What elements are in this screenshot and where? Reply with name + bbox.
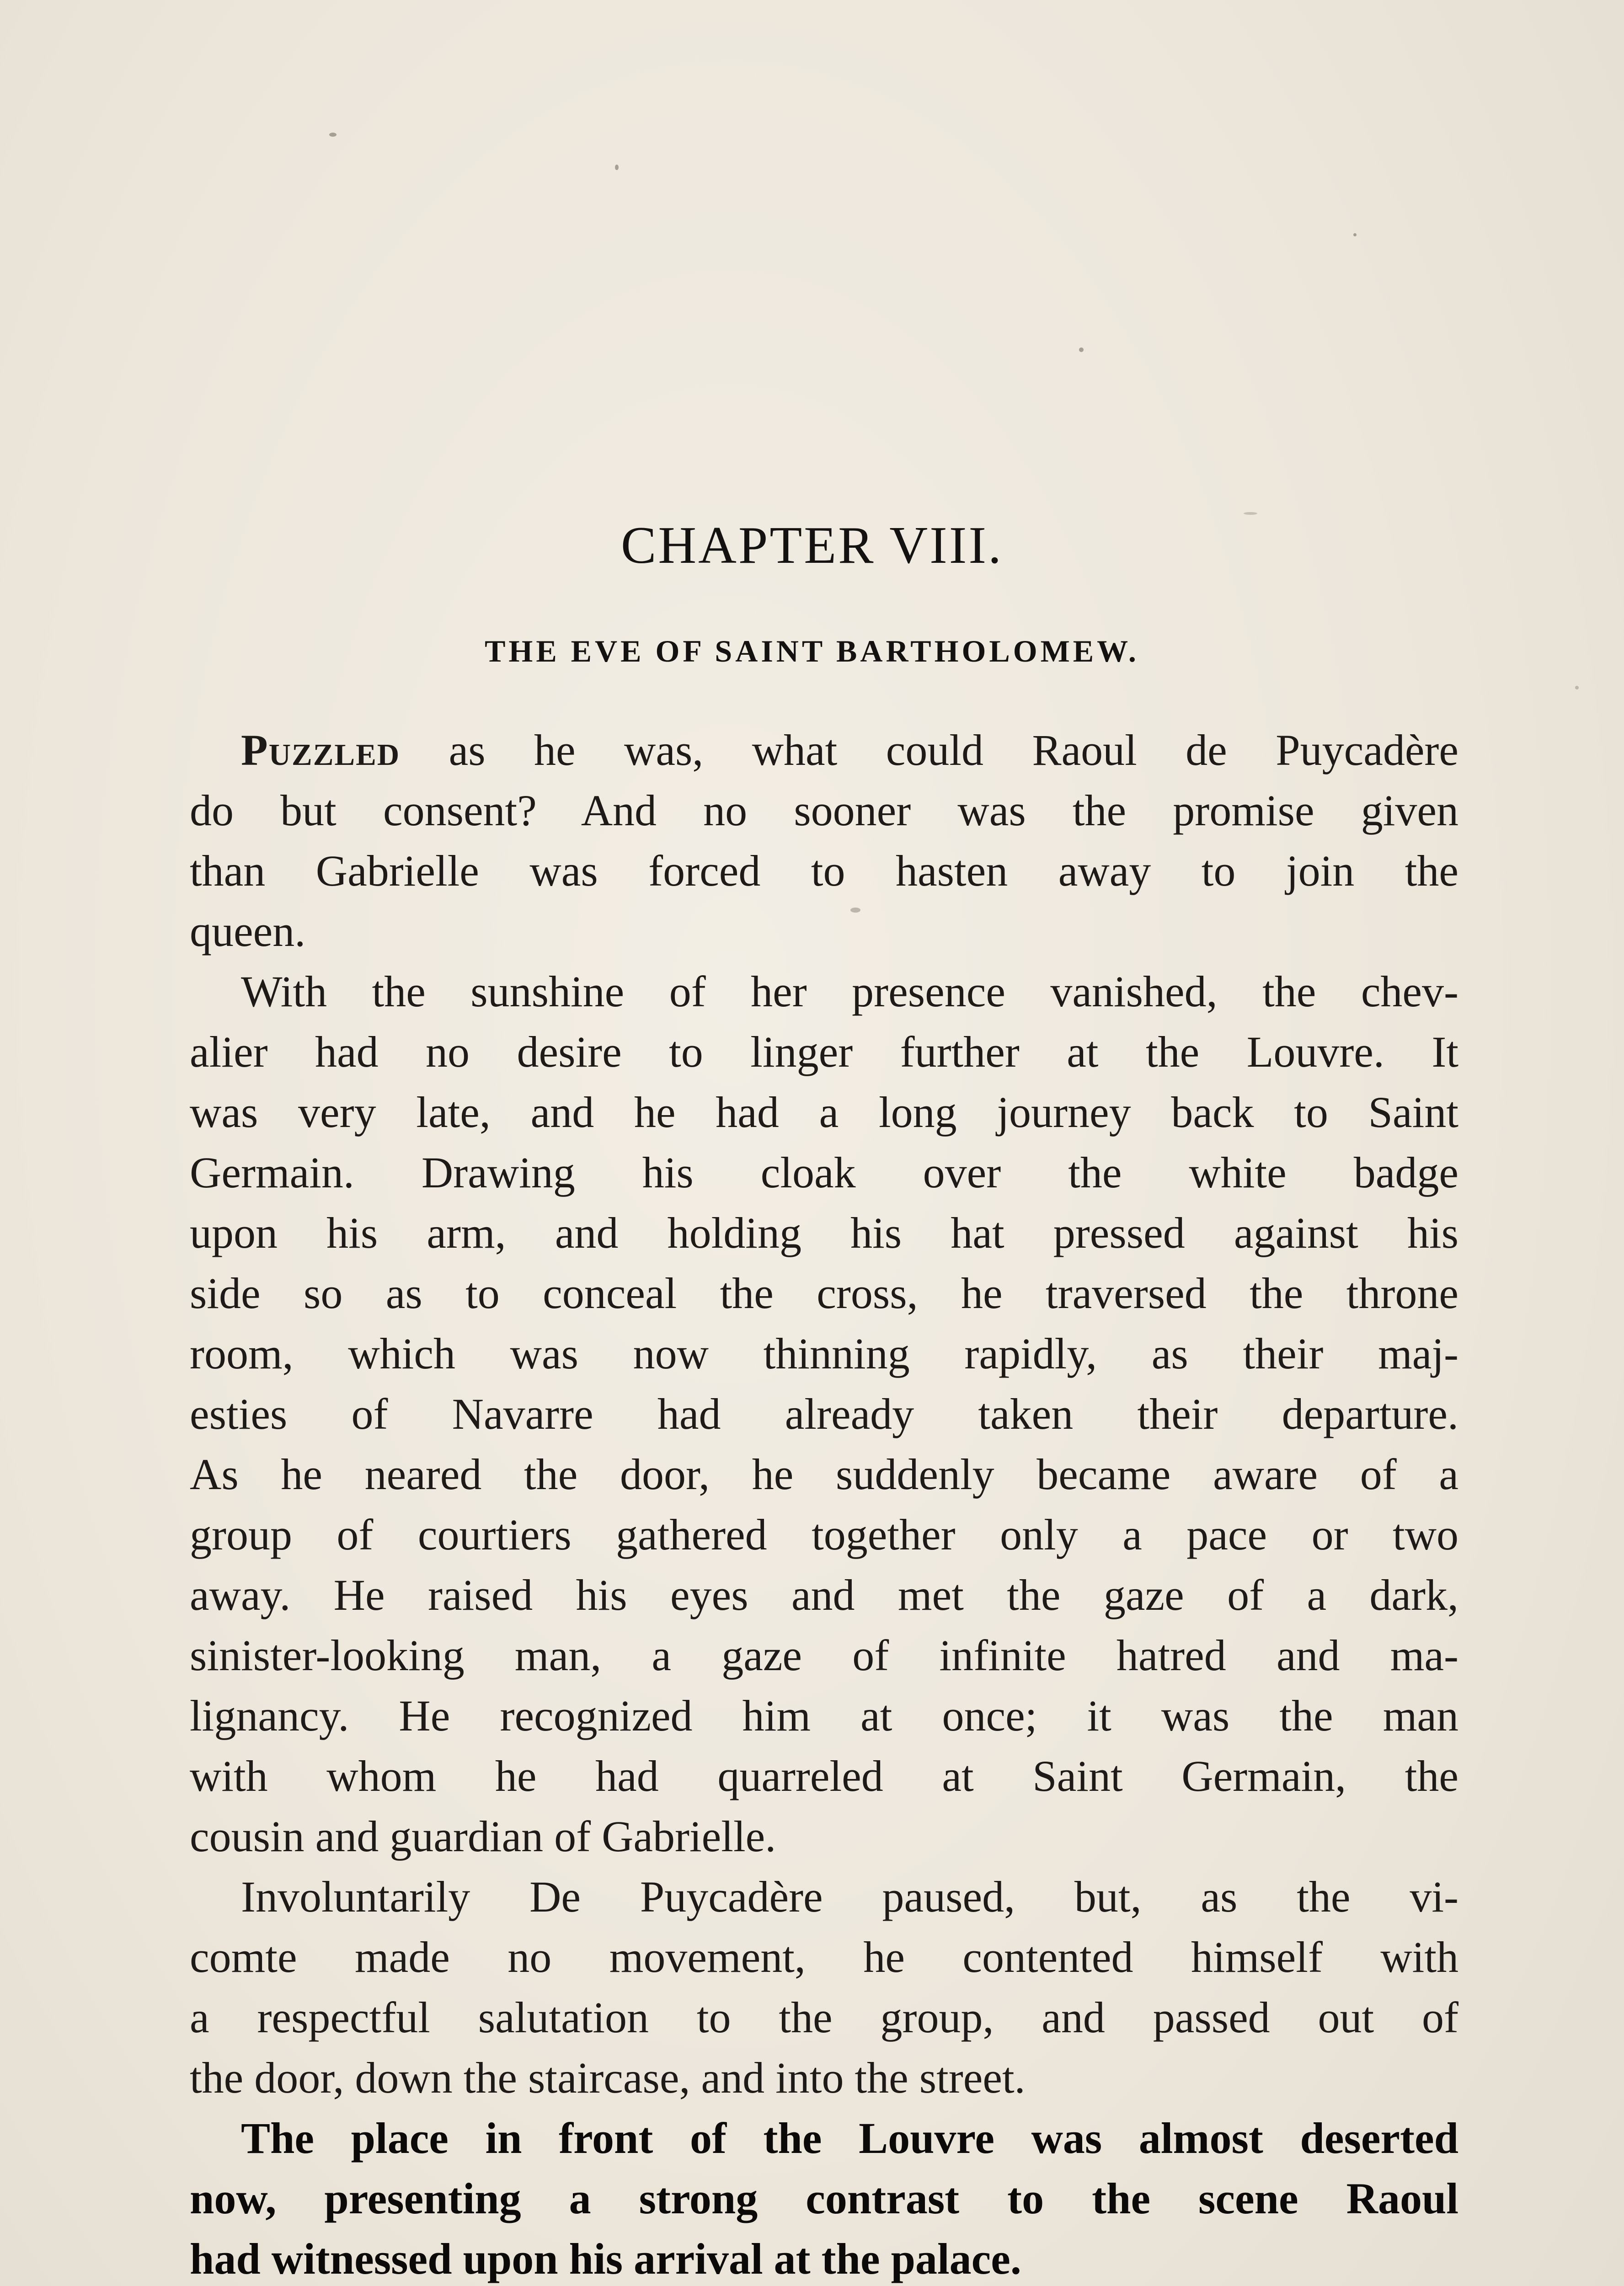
text-line: was very late, and he had a long journey back to Saint [190, 1088, 1458, 1137]
text-line: room, which was now thinning rapidly, as their maj- [190, 1329, 1458, 1378]
text-line: do but consent? And no sooner was the promise given [190, 786, 1458, 835]
text-line: sinister-looking man, a gaze of infinite hatred and ma- [190, 1631, 1458, 1680]
text-line: with whom he had quarreled at Saint Germain, the [190, 1752, 1458, 1800]
paper-speck [329, 133, 337, 137]
paper-speck [1575, 686, 1579, 689]
text-line: upon his arm, and holding his hat pressed against his [190, 1208, 1458, 1257]
text-line-rest: as he was, what could Raoul de Puycadère [400, 726, 1458, 774]
text-line: comte made no movement, he contented himself with [190, 1933, 1458, 1982]
text-line: away. He raised his eyes and met the gaze of a dark, [190, 1570, 1458, 1619]
paper-speck [1079, 347, 1084, 352]
text-line: a respectful salutation to the group, and passed out of [190, 1993, 1458, 2042]
paper-speck [1353, 233, 1357, 236]
text-line: Involuntarily De Puycadère paused, but, as the vi- [241, 1872, 1458, 1921]
text-line: cousin and guardian of Gabrielle. [190, 1812, 776, 1861]
text-line: With the sunshine of her presence vanished, the chev- [241, 967, 1458, 1016]
text-line: now, presenting a strong contrast to the scene Raoul [190, 2174, 1458, 2223]
text-line: had witnessed upon his arrival at the palace. [190, 2234, 1021, 2283]
paper-speck [615, 165, 619, 170]
text-line: As he neared the door, he suddenly became aware of a [190, 1450, 1458, 1499]
text-line: The place in front of the Louvre was almost deserted [241, 2114, 1458, 2163]
text-line: the door, down the staircase, and into the street. [190, 2053, 1026, 2102]
text-line: than Gabrielle was forced to hasten away to join the [190, 846, 1458, 895]
text-line: side so as to conceal the cross, he traversed the throne [190, 1269, 1458, 1318]
text-line: Germain. Drawing his cloak over the white badge [190, 1148, 1458, 1197]
text-line: esties of Navarre had already taken their departure. [190, 1389, 1458, 1438]
text-line: alier had no desire to linger further at the Louvre. It [190, 1027, 1458, 1076]
paper-speck [1244, 512, 1257, 515]
text-line [190, 720, 1458, 780]
opening-word: Puzzled [241, 726, 401, 774]
chapter-subtitle: THE EVE OF SAINT BARTHOLOMEW. [485, 634, 1139, 668]
text-line: queen. [190, 907, 306, 956]
chapter-heading: CHAPTER VIII. [620, 516, 1004, 575]
body-text [190, 720, 1458, 2286]
text-line: lignancy. He recognized him at once; it was the man [190, 1691, 1458, 1740]
text-line: group of courtiers gathered together only a pace or two [190, 1510, 1458, 1559]
